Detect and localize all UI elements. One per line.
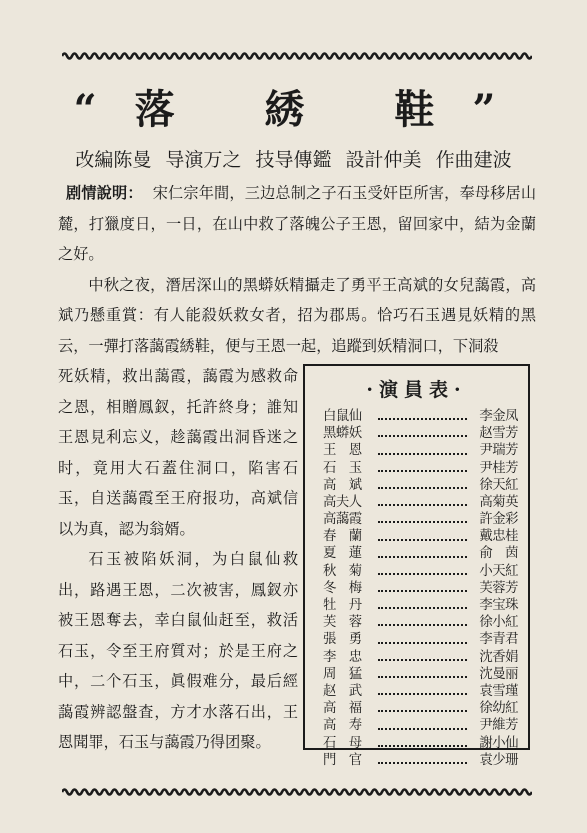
- cast-row: [323, 683, 518, 700]
- cast-role: 春 蘭: [323, 529, 362, 545]
- synopsis-left-column: [58, 361, 298, 758]
- cast-row: [323, 717, 518, 734]
- dot-leader: [378, 453, 467, 455]
- dot-leader: [378, 693, 467, 695]
- cast-role: 牡 丹: [323, 598, 362, 614]
- cast-role: 秋 菊: [323, 563, 362, 579]
- dot-leader: [378, 435, 467, 437]
- cast-actor: 赵雪芳: [479, 426, 518, 442]
- cast-role: 白鼠仙: [323, 408, 362, 424]
- cast-actor: 尹桂芳: [479, 460, 518, 476]
- cast-role: 石 玉: [323, 460, 362, 476]
- dot-leader: [378, 676, 467, 678]
- cast-actor: 李青君: [479, 632, 518, 648]
- cast-row: [323, 649, 518, 666]
- synopsis-top: [58, 178, 536, 361]
- cast-actor: 徐幼紅: [479, 701, 518, 717]
- credit-composer: 作曲建波: [435, 149, 512, 171]
- cast-role: 芙 蓉: [323, 615, 362, 631]
- cast-actor: 許金彩: [479, 512, 518, 528]
- cast-role: 冬 梅: [323, 580, 362, 596]
- dot-leader: [378, 762, 467, 764]
- cast-row: [323, 752, 518, 769]
- cast-role: 周 猛: [323, 666, 362, 682]
- cast-actor: 李宝珠: [479, 598, 518, 614]
- dot-leader: [378, 659, 467, 661]
- cast-role: 門 官: [323, 752, 362, 768]
- cast-title: ·演員表·: [366, 379, 467, 401]
- cast-row: [323, 666, 518, 683]
- cast-actor: 芙蓉芳: [479, 580, 518, 596]
- cast-actor: 袁雪瑾: [479, 683, 518, 699]
- dot-leader: [378, 710, 467, 712]
- dot-leader: [378, 470, 467, 472]
- synopsis-paragraph-3: 石玉被陷妖洞，为白鼠仙救出，路遇王恩，二次被害，鳳釵亦被王恩奪去，幸白鼠仙赶至，救活石玉，令至王府質对；於是王府之中，二个石玉，眞假难分，最后經藹霞辨認盤査，方才水落石出，王恩聞罪，石玉与藹霞乃得团聚。: [58, 550, 298, 751]
- cast-row: [323, 546, 518, 563]
- cast-row: [323, 700, 518, 717]
- cast-row: [323, 563, 518, 580]
- cast-row: [323, 511, 518, 528]
- cast-actor: 尹維芳: [479, 718, 518, 734]
- dot-leader: [378, 521, 467, 523]
- cast-actor: 戴忠桂: [479, 529, 518, 545]
- cast-actor: 謝小仙: [479, 735, 518, 751]
- cast-row: [323, 408, 518, 425]
- cast-row: [323, 580, 518, 597]
- cast-role: 夏 蓮: [323, 546, 362, 562]
- cast-actor: 沈曼丽: [479, 666, 518, 682]
- cast-role: 張 勇: [323, 632, 362, 648]
- dot-leader: [378, 728, 467, 730]
- dot-leader: [378, 607, 467, 609]
- cast-row: [323, 528, 518, 545]
- cast-actor: 小天紅: [479, 563, 518, 579]
- cast-actor: 袁少珊: [479, 752, 518, 768]
- cast-actor: 高菊英: [479, 494, 518, 510]
- dot-leader: [378, 539, 467, 541]
- cast-row: [323, 442, 518, 459]
- cast-actor: 李金凤: [479, 408, 518, 424]
- bottom-wave-divider: [62, 786, 532, 798]
- synopsis-paragraph-2-head: 中秋之夜，潛居深山的黑蟒妖精攝走了勇平王高斌的女兒藹霞，高斌乃懸重賞：有人能殺妖救女者，招为郡馬。恰巧石玉遇見妖精的黑云，一彈打落藹霞綉鞋，便与王恩一起，追蹤到妖精洞口，下洞殺: [58, 275, 536, 355]
- cast-row: [323, 597, 518, 614]
- cast-role: 高夫人: [323, 494, 362, 510]
- dot-leader: [378, 556, 467, 558]
- cast-row: [323, 477, 518, 494]
- dot-leader: [378, 624, 467, 626]
- cast-role: 高 福: [323, 701, 362, 717]
- credit-adaptation: 改編陈曼: [75, 149, 152, 171]
- cast-role: 王 恩: [323, 443, 362, 459]
- synopsis-paragraph-1: [58, 178, 536, 270]
- cast-actor: 尹瑞芳: [479, 443, 518, 459]
- credit-technical-director: 技导傳鑑: [255, 149, 332, 171]
- cast-row: [323, 631, 518, 648]
- dot-leader: [378, 745, 467, 747]
- cast-role: 石 母: [323, 735, 362, 751]
- credit-director: 导演万之: [165, 149, 242, 171]
- play-title: “落 綉 鞋”: [73, 86, 534, 133]
- top-wave-divider: [62, 50, 532, 62]
- cast-role: 高 斌: [323, 477, 362, 493]
- cast-actor: 俞 茵: [479, 546, 518, 562]
- dot-leader: [378, 487, 467, 489]
- cast-actor: 徐天紅: [479, 477, 518, 493]
- cast-row: [323, 494, 518, 511]
- cast-row: [323, 425, 518, 442]
- dot-leader: [378, 642, 467, 644]
- cast-actor: 沈香娟: [479, 649, 518, 665]
- cast-table: [303, 364, 530, 768]
- cast-role: 黑蟒妖: [323, 426, 362, 442]
- cast-row: [323, 614, 518, 631]
- dot-leader: [378, 418, 467, 420]
- cast-role: 高 寿: [323, 718, 362, 734]
- cast-role: 李 忠: [323, 649, 362, 665]
- synopsis-paragraph-2-tail: 死妖精，救出藹霞，藹霞为感救命之恩，相贈鳳釵，托許終身；誰知王恩見利忘义，趁藹霞出洞昏迷之时，竟用大石蓋住洞口，陷害石玉，自送藹霞至王府报功，高斌信以为真，認为翁婿。: [58, 367, 298, 538]
- cast-actor: 徐小紅: [479, 615, 518, 631]
- synopsis-p1-text: 宋仁宗年間，三边总制之子石玉受奸臣所害，奉母移居山麓，打獵度日，一日，在山中救了落魄公子王恩，留回家中，結为金蘭之好。: [58, 184, 537, 263]
- cast-row: [323, 460, 518, 477]
- cast-row: [323, 735, 518, 752]
- cast-list: [323, 408, 518, 769]
- dot-leader: [378, 504, 467, 506]
- cast-role: 赵 武: [323, 683, 362, 699]
- credit-design: 設計仲美: [345, 149, 422, 171]
- cast-role: 高藹霞: [323, 512, 362, 528]
- dot-leader: [378, 573, 467, 575]
- dot-leader: [378, 590, 467, 592]
- credits-line: [0, 145, 587, 172]
- synopsis-label: 剧情說明：: [66, 184, 143, 202]
